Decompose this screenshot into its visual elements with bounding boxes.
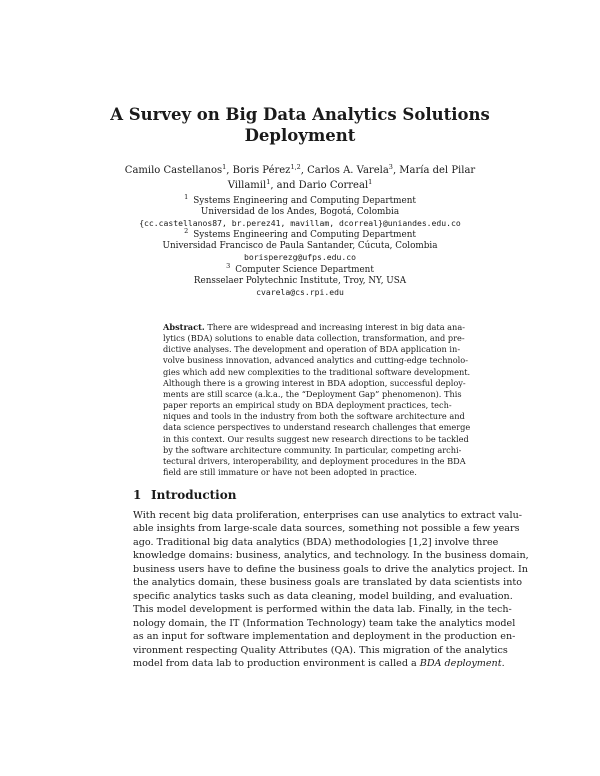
affiliation-email	[0, 218, 600, 230]
author-affiliation-mark: 1	[222, 163, 227, 171]
abstract-line: ments are still scarce (a.k.a., the “Deployment Gap” phenomenon). This	[163, 388, 462, 399]
body-line	[133, 657, 505, 670]
paper-title	[0, 104, 600, 146]
author-separator: ,	[300, 165, 308, 176]
author-separator: , and	[270, 180, 299, 191]
author-affiliation-mark: 3	[388, 163, 393, 171]
author-name: Camilo Castellanos	[124, 165, 223, 176]
body-last-prefix: model from data lab to production environment is called a	[133, 657, 420, 669]
affiliation-mark: 3	[226, 261, 231, 270]
body-line: vironment respecting Quality Attributes (QA). This migration of the analytics	[133, 644, 508, 656]
affiliation-text: Universidad de los Andes, Bogotá, Colombia	[200, 207, 400, 218]
author-name: Carlos A. Varela	[307, 165, 389, 176]
abstract-line: tectural drivers, interoperability, and deployment procedures in the BDA	[163, 455, 466, 466]
affiliation-mark: 2	[184, 227, 189, 236]
author-name: Villamil	[227, 180, 267, 191]
affiliation-line	[0, 241, 600, 252]
abstract-first-line: There are widespread and increasing interest in big data ana-	[207, 322, 465, 332]
abstract-line	[163, 322, 465, 333]
affiliation-line	[0, 207, 600, 218]
affiliation-text: {cc.castellanos87, br.perez41, mavillam, dcorreal}@uniandes.edu.co	[139, 218, 461, 229]
body-emphasis: BDA deployment	[419, 657, 502, 669]
affiliation-email	[0, 287, 600, 299]
author-separator: ,	[226, 165, 233, 176]
abstract-line: Although there is a growing interest in BDA adoption, successful deploy-	[163, 377, 466, 388]
title-line-2: Deployment	[244, 126, 356, 145]
abstract-line: dictive analyses. The development and operation of BDA application in-	[163, 344, 461, 355]
affiliations	[0, 193, 600, 299]
abstract-line: in this context. Our results suggest new research directions to be tackled	[163, 433, 469, 444]
title-line-1: A Survey on Big Data Analytics Solutions	[110, 105, 490, 124]
affiliation-text: borisperezg@ufps.edu.co	[243, 252, 357, 263]
body-line: knowledge domains: business, analytics, and technology. In the business domain,	[133, 550, 529, 562]
abstract-line: by the software architecture community. In particular, competing archi-	[163, 444, 462, 455]
affiliation-mark: 1	[184, 193, 189, 201]
abstract-line: field are still immature or have not been adopted in practice.	[163, 467, 417, 478]
author-name: Boris Pérez	[232, 165, 291, 176]
abstract-line: gies which add new complexities to the traditional software development.	[163, 366, 471, 377]
abstract-line: volve business innovation, advanced analytics and cutting-edge technolo-	[163, 355, 469, 366]
section-number: 1	[133, 488, 142, 502]
abstract-line: niques and tools in the industry from both the software architecture and	[163, 411, 465, 422]
affiliation-text: Rensselaer Polytechnic Institute, Troy, NY, USA	[193, 275, 407, 286]
author-name: Dario Correal	[298, 180, 369, 191]
section-title: Introduction	[151, 488, 237, 502]
author-separator: ,	[392, 165, 400, 176]
affiliation-line	[0, 193, 600, 207]
affiliation-text: Systems Engineering and Computing Department	[193, 196, 416, 206]
affiliation-text: Universidad Francisco de Paula Santander, Cúcuta, Colombia	[162, 241, 438, 252]
body-line: nology domain, the IT (Information Technology) team take the analytics model	[133, 617, 516, 629]
affiliation-email	[0, 252, 600, 264]
affiliation-line	[0, 276, 600, 287]
body-line: This model development is performed within the data lab. Finally, in the tech-	[133, 604, 512, 616]
body-line: ago. Traditional big data analytics (BDA) methodologies [1,2] involve three	[133, 536, 499, 548]
section-heading	[133, 488, 236, 502]
body-line: With recent big data proliferation, enterprises can use analytics to extract valu-	[133, 510, 522, 521]
author-affiliation-mark: 1	[368, 178, 373, 186]
body-paragraph	[133, 509, 529, 670]
abstract-line: lytics (BDA) solutions to enable data collection, transformation, and pre-	[163, 333, 465, 344]
body-line: as an input for software implementation and deployment in the production en-	[133, 631, 516, 643]
author-list	[0, 163, 600, 193]
author-line-2	[0, 178, 600, 193]
body-line: the analytics domain, these business goals are translated by data scientists into	[133, 577, 523, 589]
abstract-line: paper reports an empirical study on BDA deployment practices, tech-	[163, 400, 452, 411]
abstract-label: Abstract.	[163, 322, 205, 332]
affiliation-line	[0, 261, 600, 276]
affiliation-text: cvarela@cs.rpi.edu	[256, 286, 344, 297]
body-line: specific analytics tasks such as data cleaning, model building, and evaluation.	[133, 590, 513, 602]
body-last-suffix: .	[501, 657, 505, 669]
author-affiliation-mark: 1	[266, 178, 271, 186]
abstract	[163, 322, 471, 478]
affiliation-text: Systems Engineering and Computing Department	[193, 230, 416, 241]
author-affiliation-mark: 1,2	[290, 163, 301, 171]
body-line: business users have to define the business goals to drive the analytics project. In	[133, 563, 528, 575]
affiliation-line	[0, 227, 600, 241]
author-line-1	[0, 163, 600, 178]
affiliation-text: Computer Science Department	[235, 264, 374, 275]
author-name: María del Pilar	[399, 165, 476, 176]
body-line: able insights from large-scale data sources, something not possible a few years	[133, 523, 520, 535]
abstract-line: data science perspectives to understand research challenges that emerge	[163, 422, 471, 433]
